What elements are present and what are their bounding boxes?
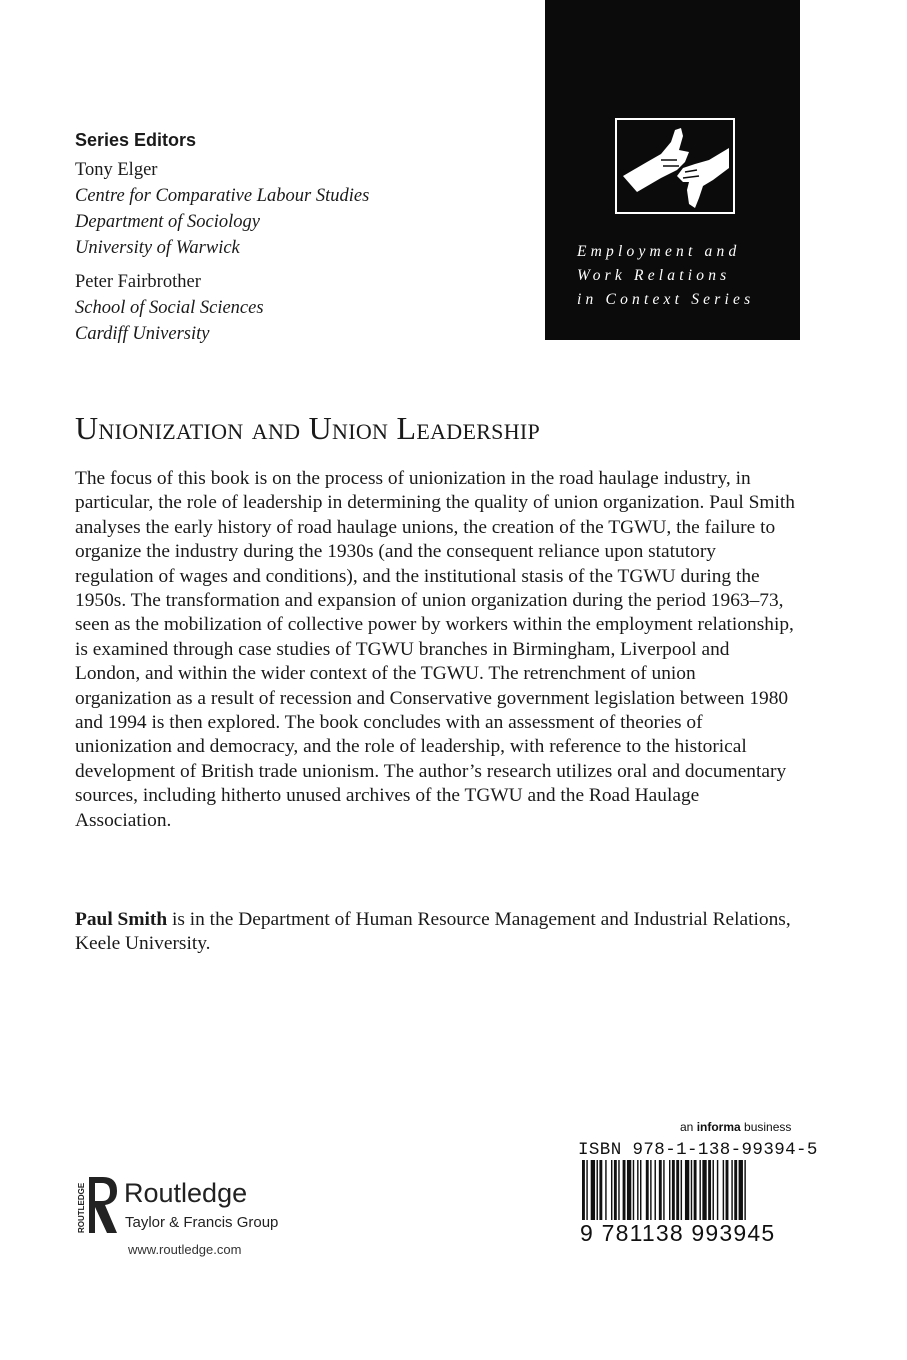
editor-affiliation: Centre for Comparative Labour Studies <box>75 186 370 206</box>
informa-business-tag: an informa business <box>680 1120 792 1134</box>
editor-entry <box>75 269 515 347</box>
author-name: Paul Smith <box>75 909 168 930</box>
editor-name: Peter Fairbrother <box>75 272 201 292</box>
series-title <box>577 240 754 312</box>
thumbs-up-down-hands-icon <box>615 118 735 214</box>
editor-affiliation: University of Warwick <box>75 238 240 258</box>
editor-affiliation: Department of Sociology <box>75 212 260 232</box>
routledge-r-logo-icon <box>75 1175 119 1237</box>
editor-entry <box>75 157 515 261</box>
editor-name: Tony Elger <box>75 160 158 180</box>
series-editors-block <box>75 130 515 347</box>
book-title: Unionization and Union Leadership <box>75 410 541 446</box>
series-editors-heading: Series Editors <box>75 130 197 150</box>
publisher-name: Routledge <box>124 1178 248 1208</box>
book-description: The focus of this book is on the process of unionization in the road haulage industry, in particular, the role of leadership in determining the quality of union organization. Paul Smith analyses the early history of road haulage unions, the creation of the TGWU, the failure to organize the industry during the 1930s (and the consequent reliance upon statutory regulation of wages and conditions), and the institutional stasis of the TGWU during the 1950s. The transformation and expansion of union organization during the period 1963–73, seen as the mobilization of collective power by workers within the employment relationship, is examined through case studies of TGWU branches in Birmingham, Liverpool and London, and within the wider context of the TGWU. The retrenchment of union organization as a result of recession and Conservative government legislation between 1980 and 1994 is then explored. The book concludes with an assessment of theories of unionization and democracy, and the role of leadership, with reference to the historical development of British trade unionism. The author’s research utilizes oral and documentary sources, including hitherto unused archives of the TGWU and the Road Haulage Association. <box>75 468 795 831</box>
editor-affiliation: School of Social Sciences <box>75 298 264 318</box>
barcode-digits: 9 781138 993945 <box>578 1220 804 1247</box>
isbn-number: ISBN 978-1-138-99394-5 <box>578 1140 818 1160</box>
series-title-line: in Context Series <box>577 291 755 308</box>
author-bio <box>75 908 795 957</box>
publisher-url: www.routledge.com <box>128 1242 242 1257</box>
series-title-line: Employment and <box>577 243 741 260</box>
publisher-group: Taylor & Francis Group <box>125 1214 279 1231</box>
publisher-spine-text: ROUTLEDGE <box>77 1182 86 1233</box>
series-panel <box>545 0 800 340</box>
series-title-line: Work Relations <box>577 267 731 284</box>
editor-affiliation: Cardiff University <box>75 324 210 344</box>
author-bio-text: is in the Department of Human Resource Management and Industrial Relations, Keele University. <box>75 909 791 955</box>
